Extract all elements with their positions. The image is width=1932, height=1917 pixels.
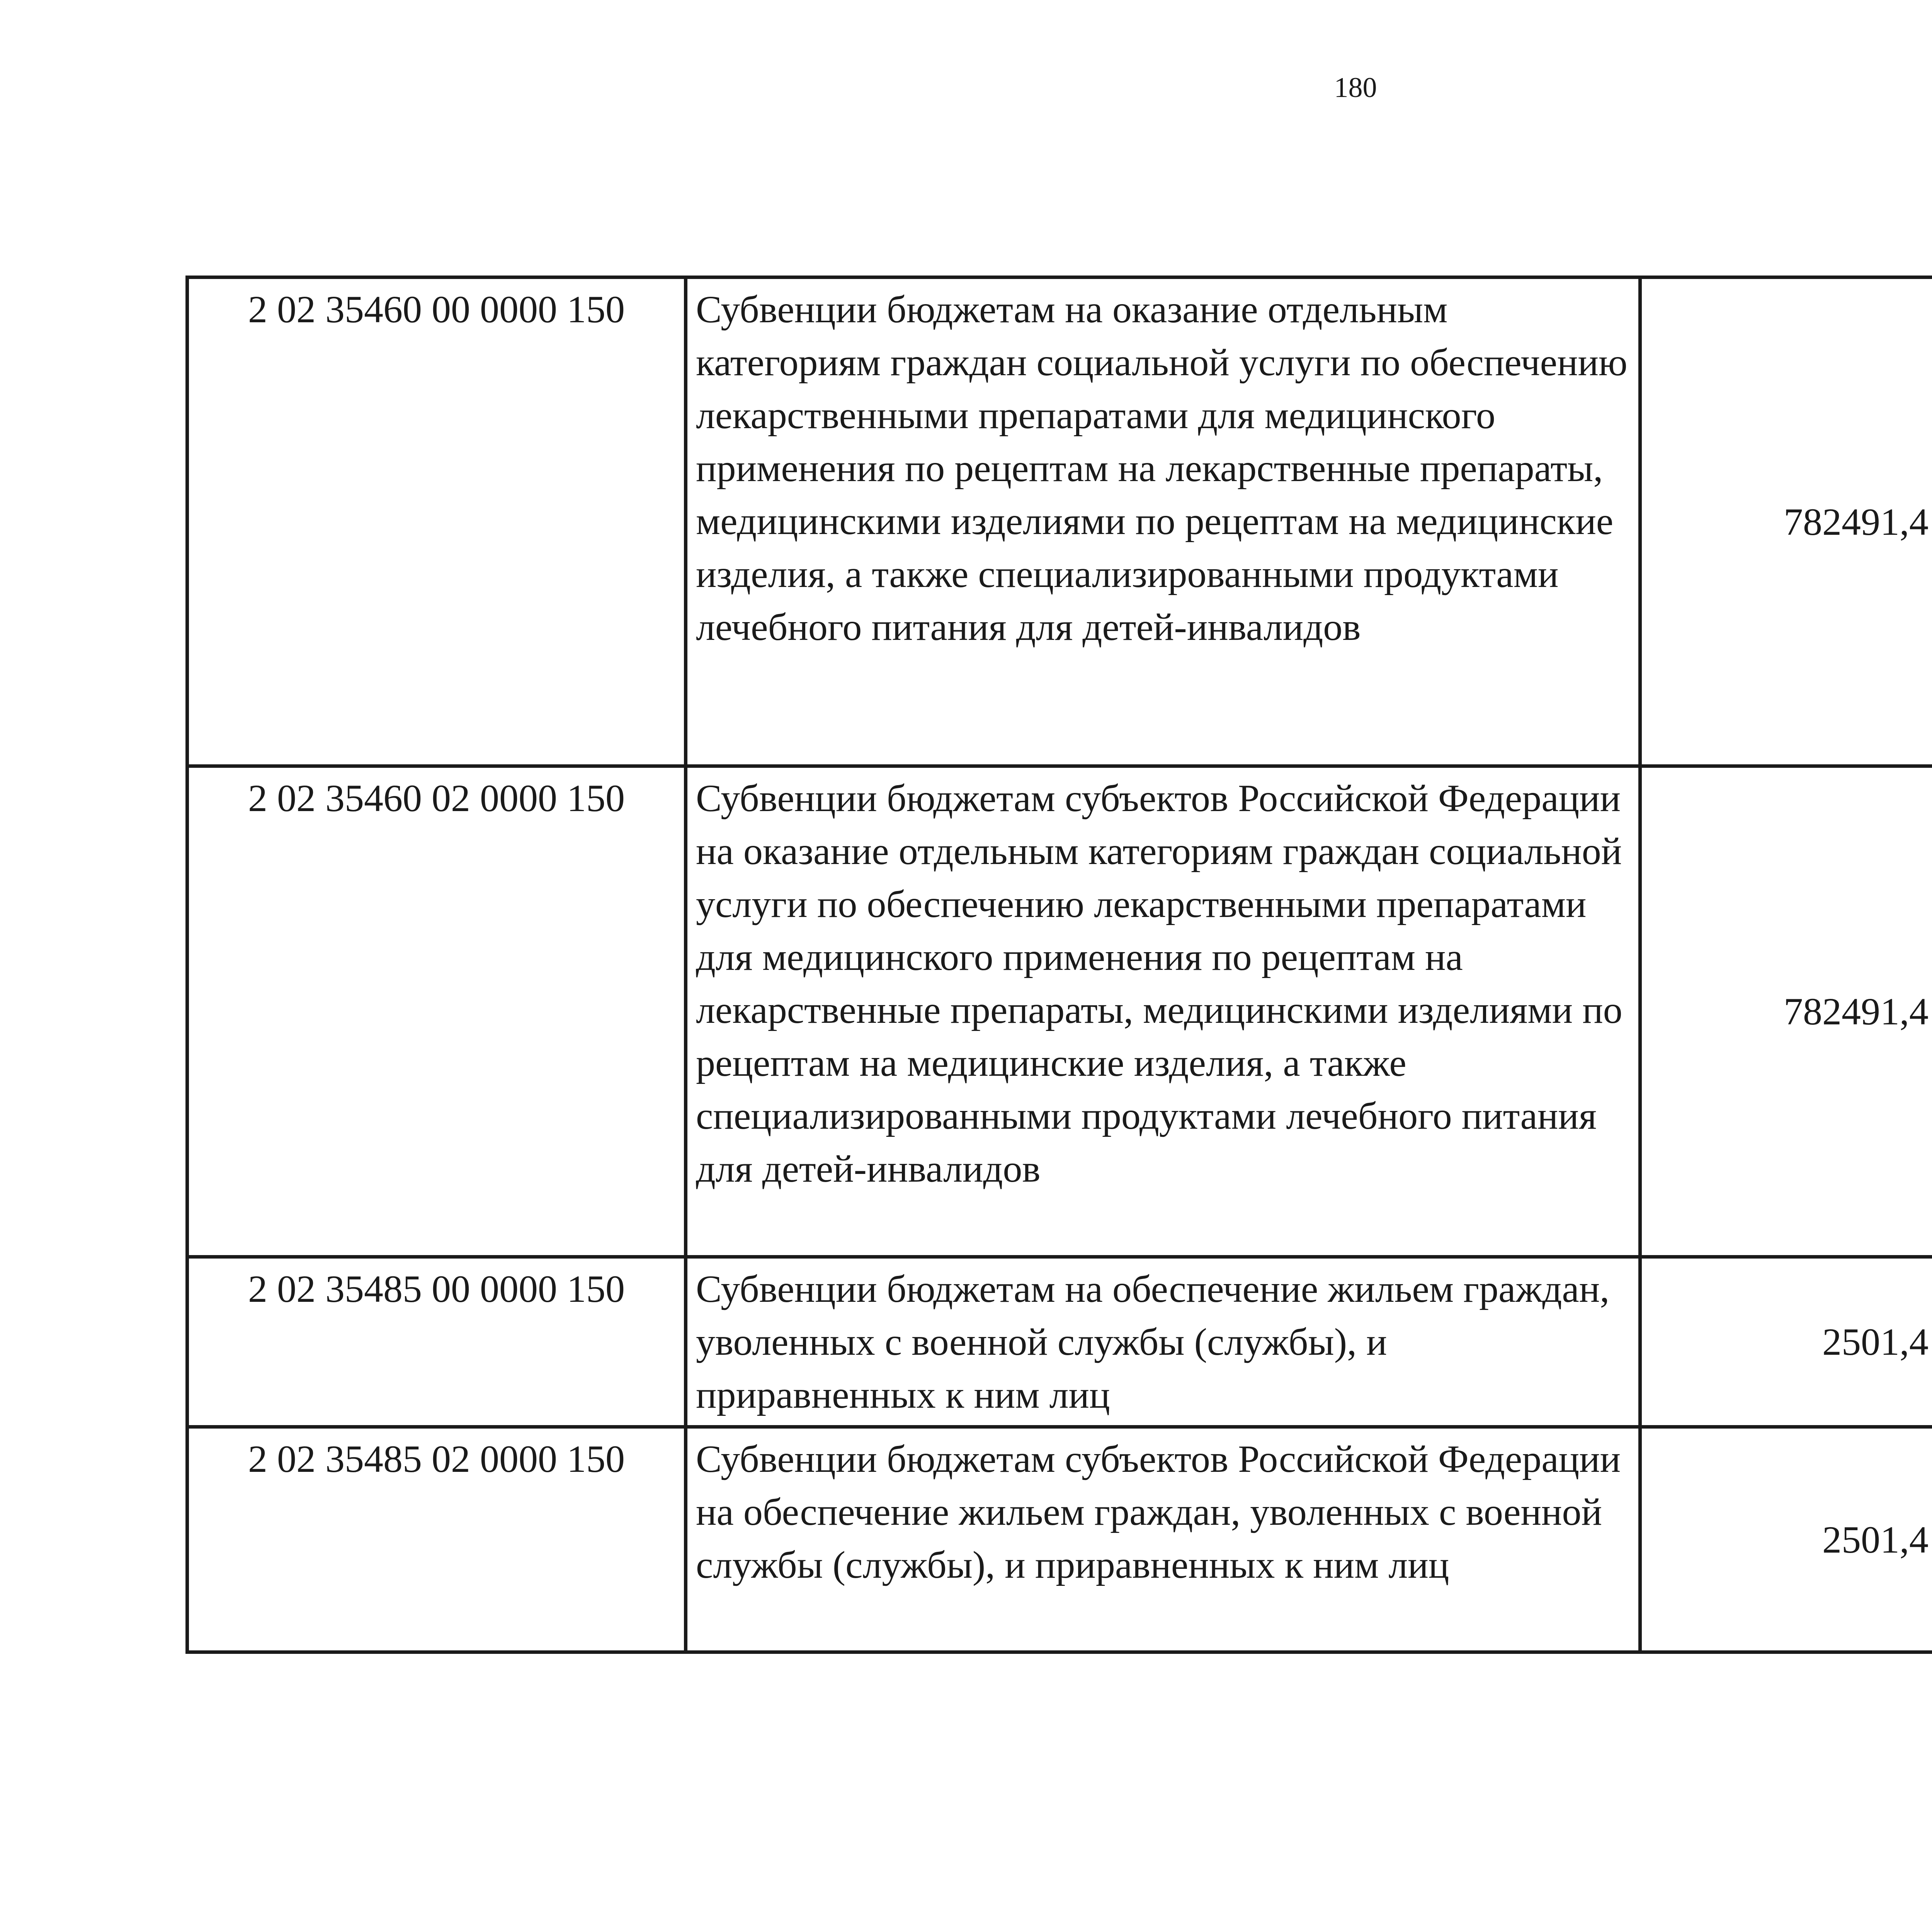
value-cell-year-1: 782491,4: [1640, 766, 1932, 1257]
value-cell-year-1: 782491,4: [1640, 277, 1932, 766]
table-row: [187, 1257, 1932, 1427]
budget-code-cell: 2 02 35460 02 0000 150: [187, 766, 686, 1257]
page-number: 180: [1334, 72, 1377, 104]
budget-code-cell: 2 02 35460 00 0000 150: [187, 277, 686, 766]
table-row: [187, 1427, 1932, 1652]
budget-table: [185, 276, 1932, 1654]
description-cell: Субвенции бюджетам субъектов Российской Федерации на обеспечение жильем граждан, уволенных с военной службы (службы), и приравненных к ним лиц: [686, 1427, 1640, 1652]
table-row: [187, 277, 1932, 766]
description-cell: Субвенции бюджетам субъектов Российской Федерации на оказание отдельным категориям граждан социальной услуги по обеспечению лекарственными препаратами для медицинского применения по рецептам на лекарственные препараты, медицинскими изделиями по рецептам на медицинские изделия, а также специализированными продуктами лечебного питания для детей-инвалидов: [686, 766, 1640, 1257]
value-cell-year-1: 2501,4: [1640, 1257, 1932, 1427]
description-cell: Субвенции бюджетам на оказание отдельным категориям граждан социальной услуги по обеспечению лекарственными препаратами для медицинского применения по рецептам на лекарственные препараты, медицинскими изделиями по рецептам на медицинские изделия, а также специализированными продуктами лечебного питания для детей-инвалидов: [686, 277, 1640, 766]
value-cell-year-1: 2501,4: [1640, 1427, 1932, 1652]
budget-code-cell: 2 02 35485 02 0000 150: [187, 1427, 686, 1652]
budget-code-cell: 2 02 35485 00 0000 150: [187, 1257, 686, 1427]
table-row: [187, 766, 1932, 1257]
description-cell: Субвенции бюджетам на обеспечение жильем граждан, уволенных с военной службы (службы), и приравненных к ним лиц: [686, 1257, 1640, 1427]
